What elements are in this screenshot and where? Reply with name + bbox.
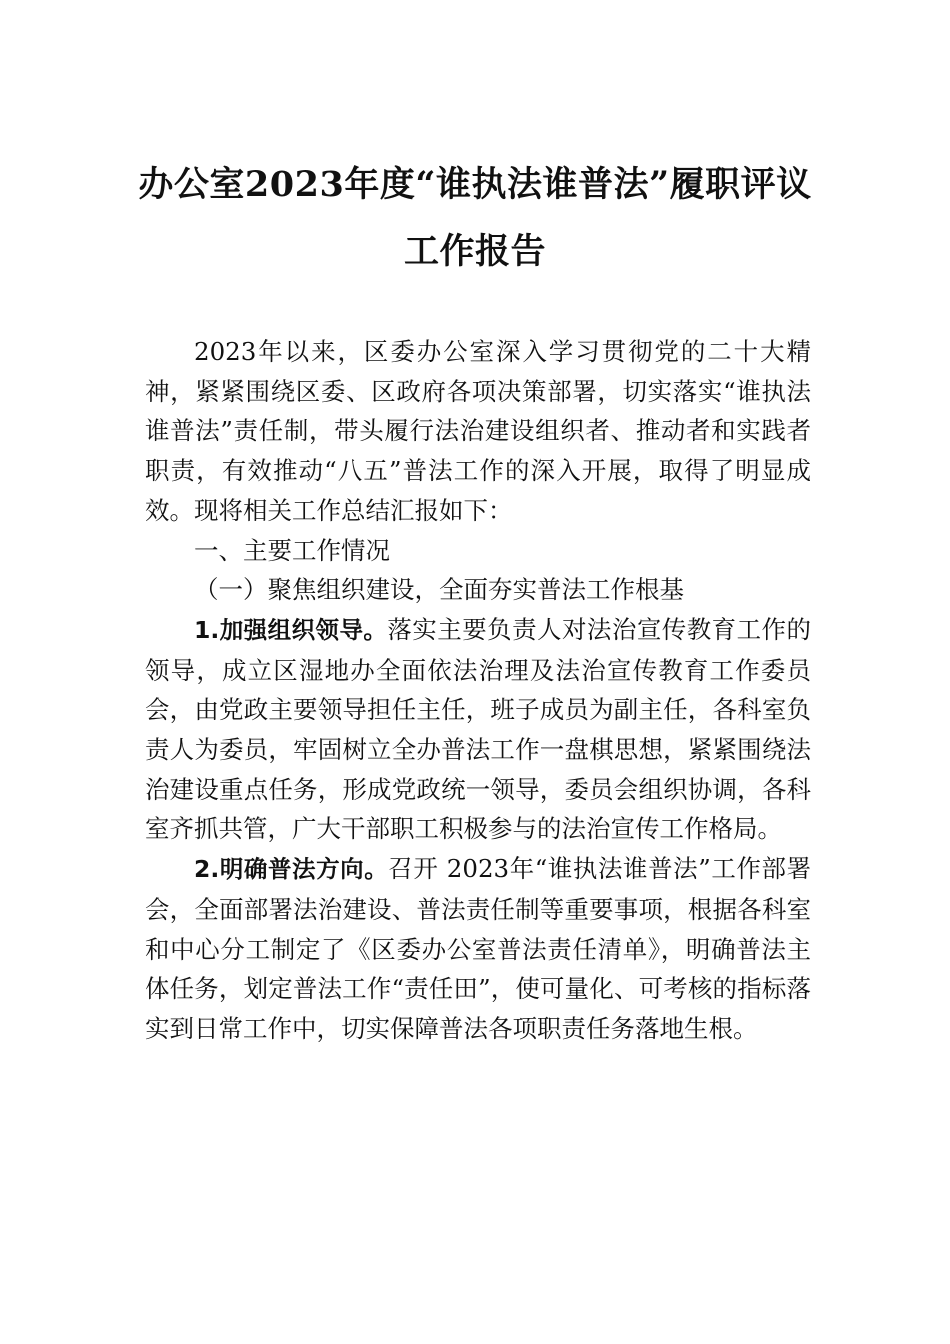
item1-lead: 1.加强组织领导。: [194, 615, 388, 644]
item2-paragraph: [145, 849, 811, 1049]
item1-text: 落实主要负责人对法治宣传教育工作的领导，成立区湿地办全面依法治理及法治宣传教育工作委员会，由党政主要领导担任主任，班子成员为副主任，各科室负责人为委员，牢固树立全办普法工作一盘棋思想，紧紧围绕法治建设重点任务，形成党政统一领导，委员会组织协调，各科室齐抓共管，广大干部职工积极参与的法治宣传工作格局。: [145, 614, 812, 844]
item1-paragraph: [145, 610, 811, 849]
document-body: [145, 332, 811, 1049]
item2-text: 召开 2023年“谁执法谁普法”工作部署会，全面部署法治建设、普法责任制等重要事项，根据各科室和中心分工制定了《区委办公室普法责任清单》，明确普法主体任务，划定普法工作“责任田”，使可量化、可考核的指标落实到日常工作中，切实保障普法各项职责任务落地生根。: [145, 854, 812, 1043]
item2-lead: 2.明确普法方向。: [194, 855, 389, 884]
intro-paragraph: 2023年以来，区委办公室深入学习贯彻党的二十大精神，紧紧围绕区委、区政府各项决策部署，切实落实“谁执法谁普法”责任制，带头履行法治建设组织者、推动者和实践者职责，有效推动“八五”普法工作的深入开展，取得了明显成效。现将相关工作总结汇报如下：: [145, 337, 811, 525]
section-heading: 一、主要工作情况: [194, 535, 390, 565]
document-title-line1: 办公室2023年度“谁执法谁普法”履职评议: [138, 164, 812, 205]
subsection-heading: （一）聚焦组织建设，全面夯实普法工作根基: [194, 575, 684, 605]
document-title-line2: 工作报告: [403, 231, 546, 272]
